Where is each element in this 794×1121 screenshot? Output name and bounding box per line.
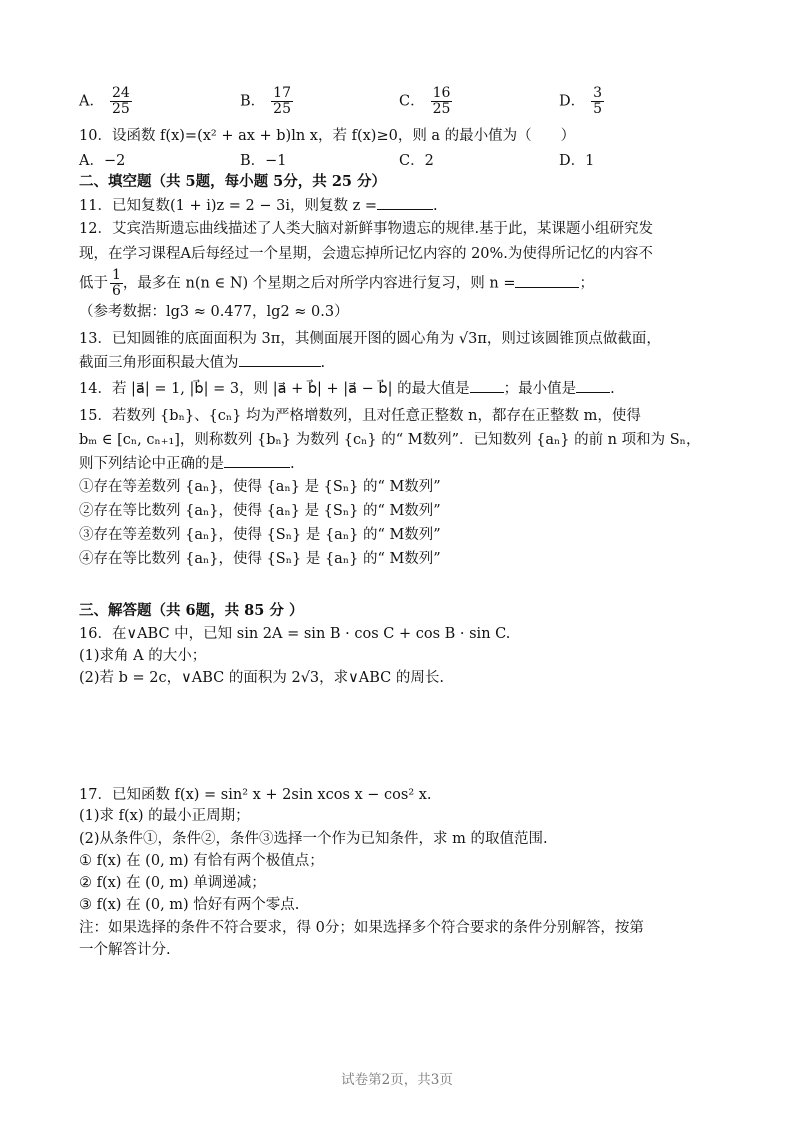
fraction-numerator: 3 (593, 85, 603, 101)
answer-blank (576, 378, 610, 393)
q16-line-3: (2)若 b = 2c，∨ABC 的面积为 2√3，求∨ABC 的周长. (79, 670, 444, 686)
q11-text: 11．已知复数(1 + i)z = 2 − 3i，则复数 z = (79, 198, 377, 214)
q9-option-c-letter: C． (399, 93, 425, 110)
q15-statement-3: ③存在等差数列 {aₙ}，使得 {Sₙ} 是 {aₙ} 的“ M数列” (79, 527, 441, 543)
fraction-numerator: 17 (273, 85, 291, 101)
q11-end: . (432, 198, 438, 214)
q15-line-3-text: 则下列结论中正确的是 (79, 456, 224, 472)
q11-line (79, 195, 438, 216)
q10-stem: 10．设函数 f(x)=(x² + ax + b)ln x，若 f(x)≥0，则 a 的最小值为（ ） (79, 128, 576, 144)
answer-blank (515, 273, 579, 288)
q15-line-3 (79, 453, 295, 474)
q12-reference-data: （参考数据：lg3 ≈ 0.477，lg2 ≈ 0.3） (79, 304, 349, 320)
fraction-numerator: 1 (112, 267, 121, 283)
q15-line-3-end: . (290, 456, 295, 472)
q9-option-a-fraction (110, 86, 132, 117)
q16-line-1: 16．在∨ABC 中，已知 sin 2A = sin B · cos C + cos B · sin C. (79, 626, 511, 642)
q9-option-a (79, 86, 132, 117)
q9-option-c (399, 86, 452, 117)
q12-line-2: 现，在学习课程A后每经过一个星期，会遗忘掉所记忆内容的 20%.为使得所记忆的内容不 (79, 246, 653, 262)
page-footer: 试卷第2页，共3页 (341, 1072, 453, 1088)
q14-end: . (610, 381, 615, 397)
q9-option-c-fraction (431, 86, 453, 117)
q17-line-3: (2)从条件①，条件②，条件③选择一个作为已知条件，求 m 的取值范围. (79, 831, 548, 847)
q14-mid: ；最小值是 (503, 381, 577, 397)
fraction-denominator: 25 (111, 101, 130, 117)
q12-fraction (110, 268, 123, 299)
q17-condition-1: ① f(x) 在 (0, m) 有恰有两个极值点； (79, 853, 324, 869)
q9-option-a-letter: A． (79, 93, 104, 110)
q12-line-1: 12．艾宾浩斯遗忘曲线描述了人类大脑对新鲜事物遗忘的规律.基于此，某课题小组研究发 (79, 221, 654, 237)
q13-line-2-text: 截面三角形面积最大值为 (79, 355, 239, 371)
q15-statement-4: ④存在等比数列 {aₙ}，使得 {Sₙ} 是 {aₙ} 的“ M数列” (79, 551, 441, 567)
section-answer-title: 三、解答题（共 6题，共 85 分 ） (79, 602, 304, 619)
q10-option-c: C．2 (399, 153, 434, 169)
q9-option-b-letter: B． (240, 93, 266, 110)
q10-option-a: A．−2 (79, 153, 126, 169)
q16-line-2: (1)求角 A 的大小； (79, 648, 207, 664)
q9-option-b (240, 86, 293, 117)
q15-line-1: 15．若数列 {bₙ}、{cₙ} 均为严格增数列，且对任意正整数 n，都存在正整数 m，使得 (79, 408, 641, 424)
q17-note-line-1: 注：如果选择的条件不符合要求，得 0分；如果选择多个符合要求的条件分别解答，按第 (79, 920, 644, 936)
q15-line-2: bₘ ∈ [cₙ, cₙ₊₁]，则称数列 {bₙ} 为数列 {cₙ} 的“ M数列”．已知数列 {aₙ} 的前 n 项和为 Sₙ， (79, 432, 701, 448)
answer-blank (377, 195, 433, 210)
fraction-numerator: 16 (432, 85, 451, 101)
q12-line-3-end: ； (579, 275, 594, 292)
fraction-numerator: 24 (111, 85, 130, 101)
q17-note-line-2: 一个解答计分. (79, 942, 171, 958)
q14-line (79, 378, 615, 399)
fraction-denominator: 6 (112, 283, 121, 299)
q17-line-2: (1)求 f(x) 的最小正周期； (79, 808, 250, 824)
q12-line-3 (79, 268, 594, 299)
q14-text: 14．若 |a⃗| = 1, |b⃗| = 3，则 |a⃗ + b⃗| + |a⃗ − b⃗| 的最大值是 (79, 381, 470, 397)
q17-line-1: 17．已知函数 f(x) = sin² x + 2sin xcos x − cos² x. (79, 787, 432, 803)
q12-line-3-post: ，最多在 n(n ∈ N) 个星期之后对所学内容进行复习，则 n = (122, 275, 516, 292)
q9-option-d (559, 86, 604, 117)
answer-blank (470, 378, 504, 393)
fraction-denominator: 25 (273, 101, 291, 117)
section-fill-in-title: 二、填空题（共 5题，每小题 5分，共 25 分） (79, 173, 387, 190)
fraction-denominator: 5 (593, 101, 603, 117)
q17-condition-3: ③ f(x) 在 (0, m) 恰好有两个零点. (79, 897, 300, 913)
q10-option-b: B．−1 (240, 153, 287, 169)
q15-statement-2: ②存在等比数列 {aₙ}，使得 {aₙ} 是 {Sₙ} 的“ M数列” (79, 503, 441, 519)
q9-option-d-letter: D． (559, 93, 586, 110)
q17-condition-2: ② f(x) 在 (0, m) 单调递减； (79, 875, 266, 891)
q15-statement-1: ①存在等差数列 {aₙ}，使得 {aₙ} 是 {Sₙ} 的“ M数列” (79, 479, 441, 495)
answer-blank (224, 453, 290, 468)
q10-option-d: D．1 (559, 153, 595, 169)
q9-option-d-fraction (591, 86, 604, 117)
answer-blank (239, 352, 321, 367)
q12-line-3-pre: 低于 (79, 275, 108, 292)
q9-option-b-fraction (271, 86, 293, 117)
fraction-denominator: 25 (432, 101, 451, 117)
q13-line-2-end: . (320, 355, 326, 371)
q13-line-1: 13．已知圆锥的底面面积为 3π，其侧面展开图的圆心角为 √3π，则过该圆锥顶点做截面， (79, 331, 661, 347)
q13-line-2 (79, 352, 325, 373)
